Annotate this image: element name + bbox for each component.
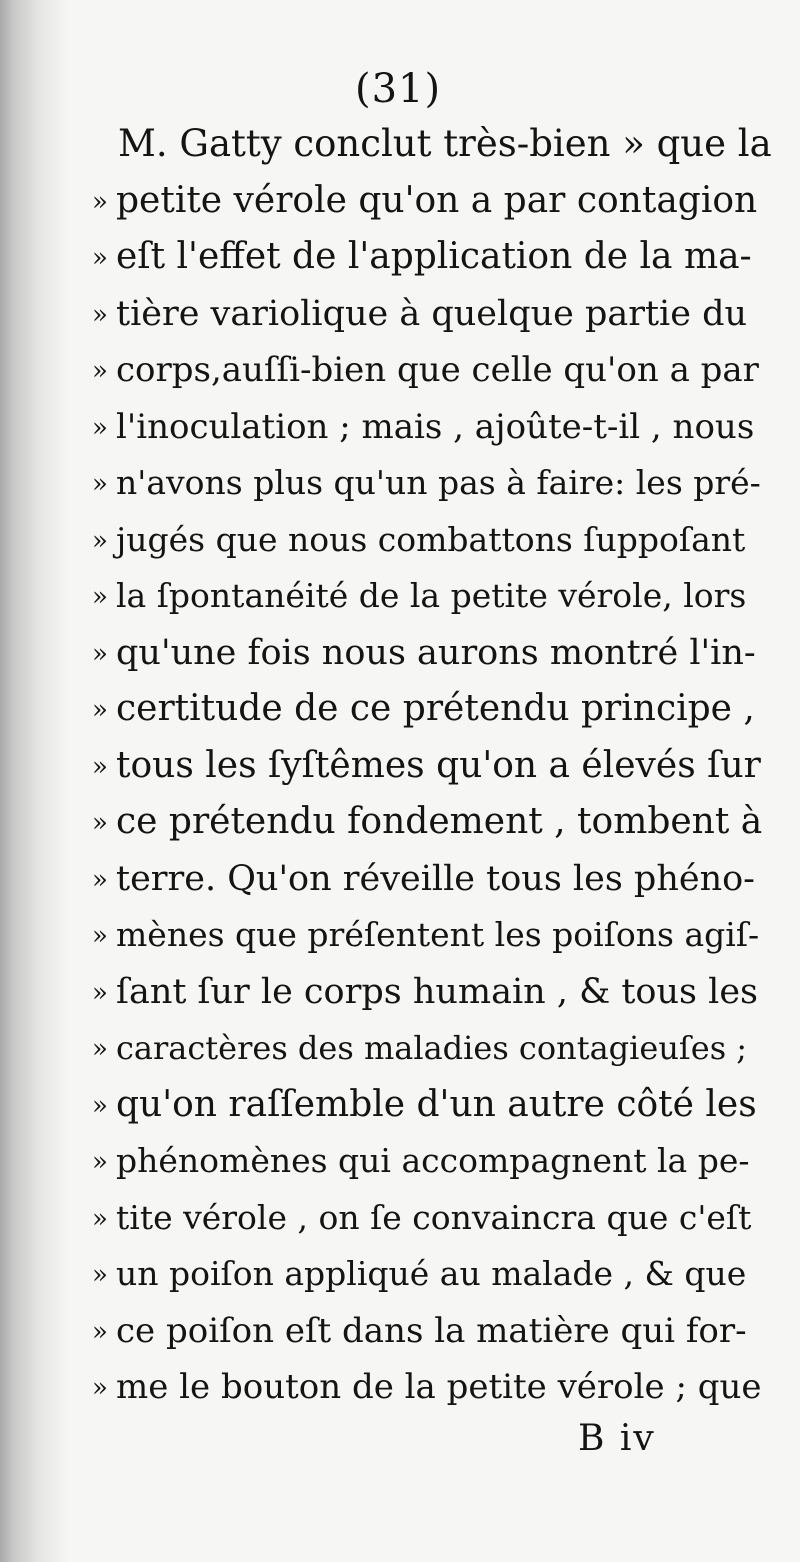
text-line	[92, 1079, 762, 1132]
quote-mark: »	[92, 638, 108, 669]
quote-mark: »	[92, 1203, 108, 1234]
line-text: qu'une fois nous aurons montré l'in-	[116, 632, 756, 673]
line-text: eſt l'effet de l'application de la ma-	[116, 236, 752, 277]
text-line	[92, 1135, 762, 1188]
text-line	[92, 288, 762, 341]
text-line	[92, 175, 762, 228]
line-text: tite vérole , on ſe convaincra que c'eſt	[116, 1197, 752, 1237]
text-line	[92, 1192, 762, 1245]
text-line	[92, 683, 762, 736]
quote-mark: »	[92, 525, 108, 556]
line-text: n'avons plus qu'un pas à faire: les pré-	[116, 463, 761, 502]
line-text: caractères des maladies contagieuſes ;	[116, 1029, 748, 1067]
line-text: l'inoculation ; mais , ajoûte-t-il , nous	[116, 406, 755, 447]
quote-mark: »	[92, 1090, 108, 1121]
line-text: terre. Qu'on réveille tous les phéno-	[116, 858, 756, 899]
quote-mark: »	[92, 186, 108, 217]
quote-mark: »	[92, 243, 108, 273]
line-text: tous les ſyſtêmes qu'on a élevés ſur	[116, 744, 761, 786]
quote-mark: »	[92, 751, 108, 782]
quote-mark: »	[92, 695, 108, 725]
text-line	[92, 344, 762, 397]
text-line	[92, 1248, 762, 1301]
line-text: M. Gatty conclut très-bien » que la	[118, 122, 772, 165]
line-text: certitude de ce prétendu principe ,	[116, 688, 755, 729]
line-text: un poiſon appliqué au malade , & que	[116, 1254, 747, 1293]
line-text: ce prétendu fondement , tombent à	[116, 801, 763, 842]
quote-mark: »	[92, 1260, 108, 1290]
signature-mark: B iv	[578, 1418, 656, 1459]
line-text: me le bouton de la petite vérole ; que	[116, 1367, 762, 1407]
text-line	[92, 796, 762, 849]
line-text: qu'on raſſemble d'un autre côté les	[116, 1083, 757, 1125]
quote-mark: »	[92, 864, 108, 895]
quote-mark: »	[92, 469, 108, 499]
quote-mark: »	[92, 1373, 108, 1403]
text-line	[92, 853, 762, 906]
text-line	[92, 966, 762, 1019]
page-gutter-shadow	[0, 0, 70, 1562]
text-line	[92, 457, 762, 510]
text-line	[92, 1022, 762, 1075]
line-text: tière variolique à quelque partie du	[116, 293, 748, 334]
text-line	[118, 118, 788, 170]
line-text: phénomènes qui accompagnent la pe-	[116, 1141, 750, 1180]
text-line	[92, 570, 762, 623]
quote-mark: »	[92, 582, 108, 612]
text-line	[92, 401, 762, 454]
quote-mark: »	[92, 1316, 108, 1347]
text-line	[92, 909, 762, 962]
page-number: (31)	[355, 66, 442, 112]
line-text: ce poiſon eſt dans la matière qui for-	[116, 1310, 747, 1351]
quote-mark: »	[92, 808, 108, 838]
quote-mark: »	[92, 1034, 108, 1064]
text-line	[92, 514, 762, 567]
quote-mark: »	[92, 1147, 108, 1177]
text-line	[92, 231, 762, 284]
quote-mark: »	[92, 412, 108, 443]
quote-mark: »	[92, 977, 108, 1008]
line-text: ſant ſur le corps humain , & tous les	[116, 971, 758, 1012]
quote-mark: »	[92, 356, 108, 386]
text-line	[92, 1361, 762, 1414]
line-text: petite vérole qu'on a par contagion	[116, 179, 758, 221]
line-text: la ſpontanéité de la petite vérole, lors	[116, 576, 747, 615]
line-text: corps,auſſi-bien que celle qu'on a par	[116, 350, 759, 390]
quote-mark: »	[92, 921, 108, 951]
line-text: jugés que nous combattons ſuppoſant	[116, 519, 746, 559]
text-line	[92, 627, 762, 680]
quote-mark: »	[92, 299, 108, 330]
line-text: mènes que préſentent les poiſons agiſ-	[116, 915, 760, 954]
text-line	[92, 1305, 762, 1358]
text-line	[92, 740, 762, 793]
